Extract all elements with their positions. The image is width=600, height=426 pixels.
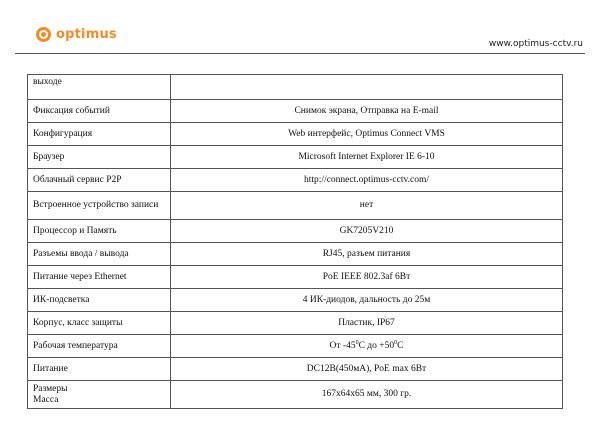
spec-value: Microsoft Internet Explorer IE 6-10 <box>171 146 563 169</box>
spec-key: Облачный сервис P2P <box>28 169 171 192</box>
table-row <box>28 266 563 289</box>
spec-key-line: Размеры <box>33 383 68 394</box>
spec-key: Фиксация событий <box>28 100 171 123</box>
degree-sup: 0 <box>355 339 359 346</box>
spec-key: Разъемы ввода / вывода <box>28 243 171 266</box>
spec-key-line: Масса <box>33 394 59 405</box>
table-row <box>28 169 563 192</box>
spec-value: Снимок экрана, Отправка на E-mail <box>171 100 563 123</box>
spec-table <box>27 74 563 409</box>
temp-text: C до +50 <box>358 340 395 351</box>
spec-value: DC12В(450мА), PoE max 6Вт <box>171 358 563 381</box>
spec-key: выходе <box>28 75 171 100</box>
optimus-logo-icon <box>36 27 51 42</box>
spec-key: Конфигурация <box>28 123 171 146</box>
spec-value: 167x64x65 мм, 300 гр. <box>171 381 563 409</box>
spec-key: Браузер <box>28 146 171 169</box>
spec-key: Встроенное устройство записи <box>28 192 171 220</box>
site-url: www.optimus-cctv.ru <box>488 39 583 49</box>
table-row <box>28 75 563 100</box>
optimus-logo <box>36 27 117 42</box>
spec-value: PoE IEEE 802.3af 6Вт <box>171 266 563 289</box>
spec-value: http://connect.optimus-cctv.com/ <box>171 169 563 192</box>
table-row <box>28 358 563 381</box>
spec-value <box>171 335 563 358</box>
table-row <box>28 289 563 312</box>
table-row <box>28 381 563 409</box>
spec-value: нет <box>171 192 563 220</box>
spec-key: Рабочая температура <box>28 335 171 358</box>
header-divider <box>15 53 585 54</box>
logo-text: optimus <box>56 27 117 42</box>
table-row <box>28 220 563 243</box>
spec-key: ИК-подсветка <box>28 289 171 312</box>
temp-text: C <box>397 340 404 351</box>
table-row <box>28 243 563 266</box>
spec-value: GK7205V210 <box>171 220 563 243</box>
spec-key <box>28 381 171 409</box>
temp-text: От -45 <box>329 340 356 351</box>
spec-value: RJ45, разъем питания <box>171 243 563 266</box>
spec-value <box>171 75 563 100</box>
spec-key: Питание через Ethernet <box>28 266 171 289</box>
spec-key: Питание <box>28 358 171 381</box>
spec-key: Процессор и Память <box>28 220 171 243</box>
table-row <box>28 335 563 358</box>
spec-value: 4 ИК-диодов, дальность до 25м <box>171 289 563 312</box>
table-row <box>28 192 563 220</box>
table-row <box>28 146 563 169</box>
table-row <box>28 100 563 123</box>
degree-sup: 0 <box>394 339 398 346</box>
spec-value: Пластик, IP67 <box>171 312 563 335</box>
spec-value: Web интерфейс, Optimus Connect VMS <box>171 123 563 146</box>
spec-key: Корпус, класс защиты <box>28 312 171 335</box>
table-row <box>28 312 563 335</box>
table-row <box>28 123 563 146</box>
